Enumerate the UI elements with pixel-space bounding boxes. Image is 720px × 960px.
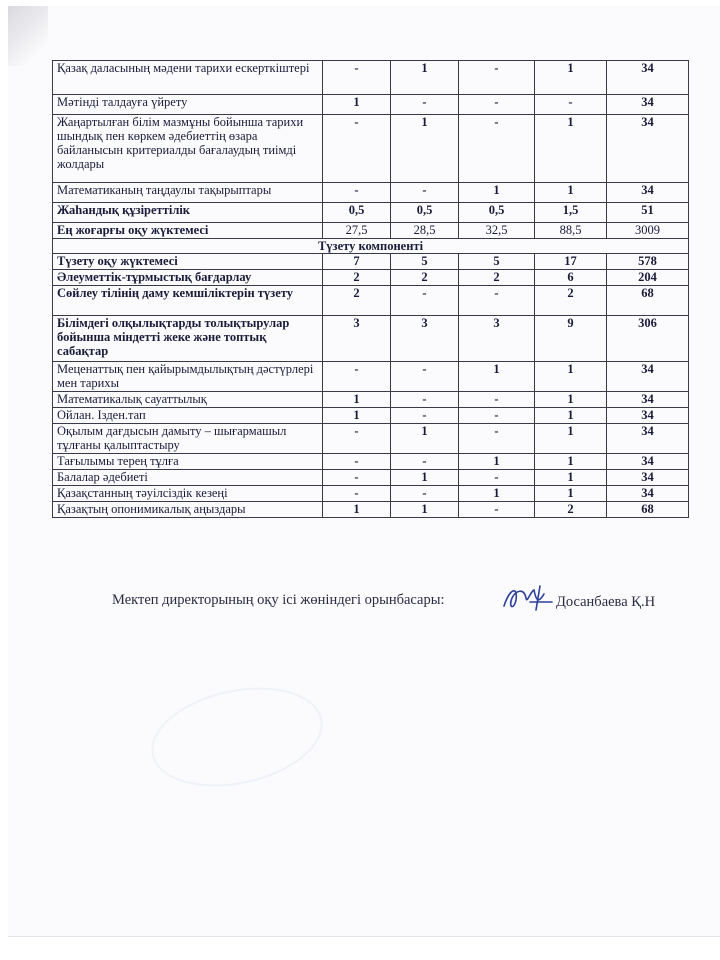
table-row bbox=[53, 61, 689, 95]
row-value: 88,5 bbox=[535, 223, 607, 239]
row-total: 3009 bbox=[607, 223, 689, 239]
row-total: 578 bbox=[607, 254, 689, 270]
row-value: - bbox=[459, 115, 535, 183]
row-value: - bbox=[323, 61, 391, 95]
section-header-row bbox=[53, 239, 689, 254]
row-value: 5 bbox=[391, 254, 459, 270]
row-total: 34 bbox=[607, 115, 689, 183]
row-label: Мәтінді талдауға үйрету bbox=[53, 95, 323, 115]
row-value: 1 bbox=[535, 454, 607, 470]
row-value: - bbox=[323, 115, 391, 183]
row-value: 3 bbox=[459, 316, 535, 362]
row-label: Әлеуметтік-тұрмыстық бағдарлау bbox=[53, 270, 323, 286]
row-value: - bbox=[323, 470, 391, 486]
row-total: 34 bbox=[607, 470, 689, 486]
table-row bbox=[53, 223, 689, 239]
row-label: Математикалық сауаттылық bbox=[53, 392, 323, 408]
row-label: Түзету оқу жүктемесі bbox=[53, 254, 323, 270]
row-value: 1 bbox=[391, 424, 459, 454]
row-value: 5 bbox=[459, 254, 535, 270]
row-value: 1 bbox=[535, 115, 607, 183]
row-value: - bbox=[391, 362, 459, 392]
row-label: Математиканың таңдаулы тақырыптары bbox=[53, 183, 323, 203]
row-value: - bbox=[391, 286, 459, 316]
row-value: 2 bbox=[391, 270, 459, 286]
row-total: 34 bbox=[607, 95, 689, 115]
table-row bbox=[53, 115, 689, 183]
row-value: 1 bbox=[391, 61, 459, 95]
table-row bbox=[53, 424, 689, 454]
row-total: 34 bbox=[607, 424, 689, 454]
row-value: 1 bbox=[391, 115, 459, 183]
row-total: 34 bbox=[607, 454, 689, 470]
row-total: 68 bbox=[607, 286, 689, 316]
table-row bbox=[53, 286, 689, 316]
row-total: 34 bbox=[607, 183, 689, 203]
row-value: 7 bbox=[323, 254, 391, 270]
table-row bbox=[53, 203, 689, 223]
row-value: 1 bbox=[459, 454, 535, 470]
row-total: 34 bbox=[607, 486, 689, 502]
row-value: 1 bbox=[459, 486, 535, 502]
row-value: - bbox=[459, 61, 535, 95]
row-value: 1 bbox=[535, 424, 607, 454]
row-value: 9 bbox=[535, 316, 607, 362]
row-value: 1 bbox=[535, 486, 607, 502]
row-label: Қазақ даласының мәдени тарихи ескерткіштері bbox=[53, 61, 323, 95]
row-value: 0,5 bbox=[391, 203, 459, 223]
row-value: - bbox=[535, 95, 607, 115]
row-value: 2 bbox=[535, 502, 607, 518]
table-row bbox=[53, 183, 689, 203]
table-row bbox=[53, 454, 689, 470]
row-label: Меценаттық пен қайырымдылықтың дәстүрлері мен тарихы bbox=[53, 362, 323, 392]
row-total: 68 bbox=[607, 502, 689, 518]
row-total: 51 bbox=[607, 203, 689, 223]
row-value: 1 bbox=[459, 183, 535, 203]
row-total: 204 bbox=[607, 270, 689, 286]
table-row bbox=[53, 254, 689, 270]
row-value: 2 bbox=[323, 270, 391, 286]
handwritten-signature bbox=[500, 582, 560, 616]
row-value: 1 bbox=[535, 408, 607, 424]
row-value: 0,5 bbox=[459, 203, 535, 223]
row-value: 2 bbox=[535, 286, 607, 316]
row-value: 1 bbox=[535, 470, 607, 486]
row-value: - bbox=[459, 424, 535, 454]
page-edge bbox=[8, 936, 720, 937]
row-value: 2 bbox=[323, 286, 391, 316]
row-value: 3 bbox=[323, 316, 391, 362]
row-total: 306 bbox=[607, 316, 689, 362]
row-value: 2 bbox=[459, 270, 535, 286]
table-row bbox=[53, 486, 689, 502]
row-label: Ойлан. Ізден.тап bbox=[53, 408, 323, 424]
row-label: Балалар әдебиеті bbox=[53, 470, 323, 486]
row-label: Ең жоғарғы оқу жүктемесі bbox=[53, 223, 323, 239]
table-row bbox=[53, 470, 689, 486]
row-value: - bbox=[391, 454, 459, 470]
scan-shadow bbox=[8, 6, 48, 66]
row-value: 6 bbox=[535, 270, 607, 286]
table-row bbox=[53, 392, 689, 408]
row-total: 34 bbox=[607, 408, 689, 424]
row-value: 27,5 bbox=[323, 223, 391, 239]
row-value: 1 bbox=[535, 362, 607, 392]
row-label: Сөйлеу тілінің даму кемшіліктерін түзету bbox=[53, 286, 323, 316]
row-value: 1,5 bbox=[535, 203, 607, 223]
row-value: - bbox=[323, 362, 391, 392]
row-value: 1 bbox=[323, 95, 391, 115]
row-value: - bbox=[391, 486, 459, 502]
row-label: Оқылым дағдысын дамыту – шығармашыл тұлғаны қалыптастыру bbox=[53, 424, 323, 454]
row-value: 1 bbox=[323, 408, 391, 424]
row-value: - bbox=[459, 408, 535, 424]
signatory-position: Мектеп директорының оқу ісі жөніндегі орынбасары: bbox=[112, 592, 445, 608]
row-value: - bbox=[391, 183, 459, 203]
row-value: 17 bbox=[535, 254, 607, 270]
row-value: - bbox=[323, 454, 391, 470]
row-label: Жаһандық құзіреттілік bbox=[53, 203, 323, 223]
row-total: 34 bbox=[607, 392, 689, 408]
signatory-name: Досанбаева Қ.Н bbox=[556, 594, 656, 610]
table-row bbox=[53, 95, 689, 115]
row-label: Қазақтың опонимикалық аңыздары bbox=[53, 502, 323, 518]
row-value: 1 bbox=[535, 61, 607, 95]
row-value: 28,5 bbox=[391, 223, 459, 239]
row-label: Қазақстанның тәуілсіздік кезеңі bbox=[53, 486, 323, 502]
row-value: - bbox=[323, 424, 391, 454]
row-value: - bbox=[323, 183, 391, 203]
row-value: 0,5 bbox=[323, 203, 391, 223]
row-value: - bbox=[391, 392, 459, 408]
table-row bbox=[53, 270, 689, 286]
table-row bbox=[53, 408, 689, 424]
curriculum-table bbox=[52, 60, 689, 518]
table-row bbox=[53, 362, 689, 392]
table-row bbox=[53, 502, 689, 518]
table-row bbox=[53, 316, 689, 362]
row-value: 1 bbox=[535, 183, 607, 203]
row-value: 1 bbox=[535, 392, 607, 408]
row-label: Тағылымы терең тұлға bbox=[53, 454, 323, 470]
row-value: 1 bbox=[391, 502, 459, 518]
row-value: - bbox=[459, 502, 535, 518]
row-value: 1 bbox=[459, 362, 535, 392]
row-value: 1 bbox=[323, 502, 391, 518]
row-value: 1 bbox=[391, 470, 459, 486]
row-total: 34 bbox=[607, 61, 689, 95]
row-value: 1 bbox=[323, 392, 391, 408]
row-value: - bbox=[459, 392, 535, 408]
row-value: - bbox=[459, 286, 535, 316]
row-value: 32,5 bbox=[459, 223, 535, 239]
row-label: Білімдегі олқылықтарды толықтырулар бойынша міндетті жеке және топтық сабақтар bbox=[53, 316, 323, 362]
row-total: 34 bbox=[607, 362, 689, 392]
row-value: - bbox=[391, 95, 459, 115]
row-value: 3 bbox=[391, 316, 459, 362]
row-value: - bbox=[459, 95, 535, 115]
section-title: Түзету компоненті bbox=[53, 239, 689, 254]
row-value: - bbox=[459, 470, 535, 486]
row-value: - bbox=[391, 408, 459, 424]
row-label: Жаңартылған білім мазмұны бойынша тарихи шындық пен көркем әдебиеттің өзара байланысын критериалды бағалаудың тиімді жолдары bbox=[53, 115, 323, 183]
row-value: - bbox=[323, 486, 391, 502]
